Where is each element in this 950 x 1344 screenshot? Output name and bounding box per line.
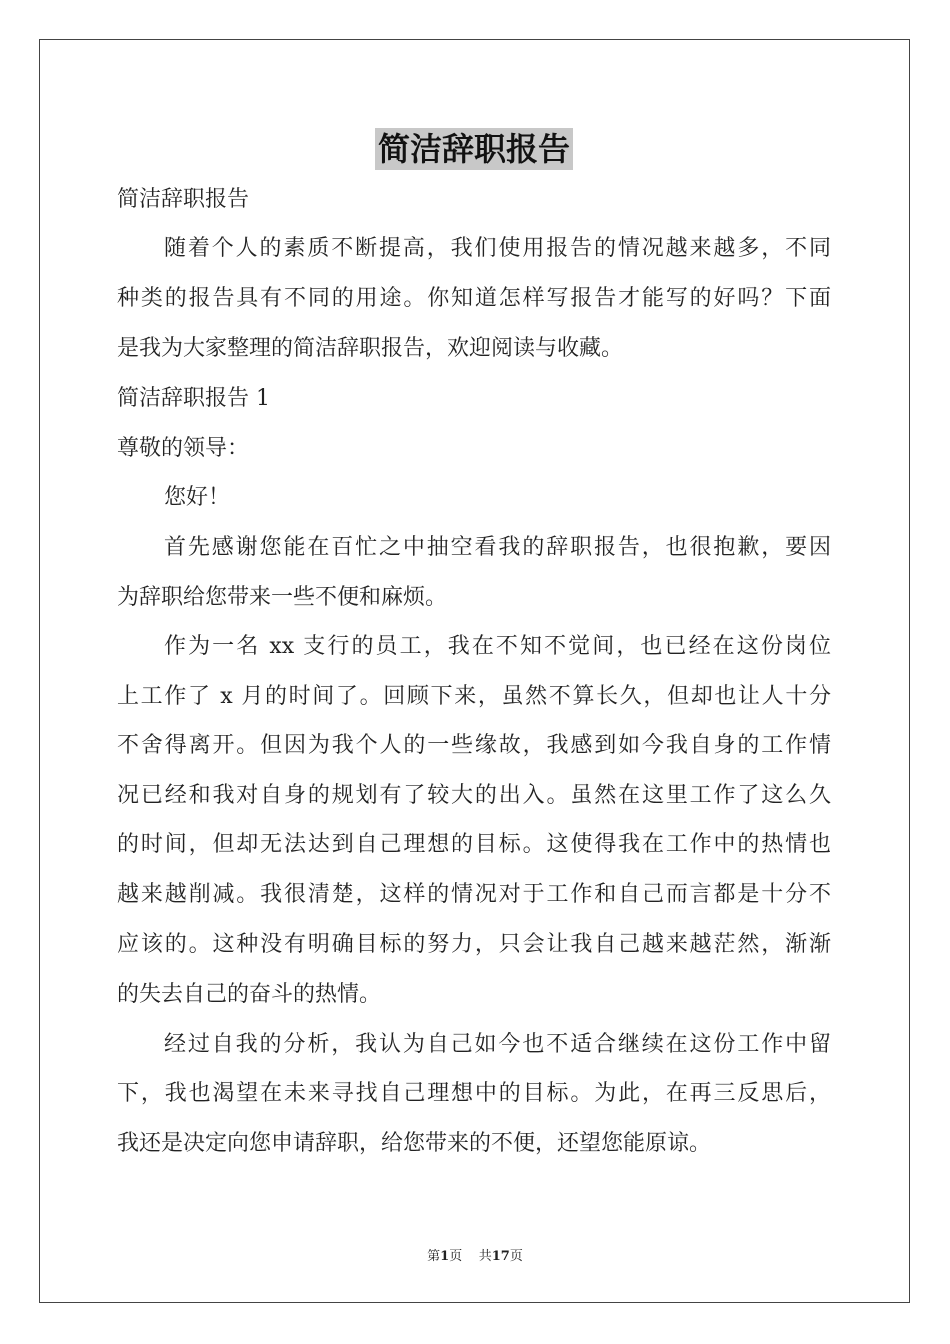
text-line: 我还是决定向您申请辞职，给您带来的不便，还望您能原谅。 [117, 1131, 712, 1156]
footer-total-prefix: 共 [478, 1249, 492, 1264]
text-line: 您好！ [164, 485, 231, 510]
text-line: 况已经和我对自身的规划有了较大的出入。虽然在这里工作了这么久 [117, 783, 831, 808]
text-line: 的时间，但却无法达到自己理想的目标。这使得我在工作中的热情也 [117, 832, 831, 857]
text-line: 作为一名 xx 支行的员工，我在不知不觉间，也已经在这份岗位 [164, 634, 831, 659]
footer-page-suffix: 页 [449, 1249, 463, 1264]
footer-page-number: 1 [440, 1249, 450, 1264]
text-line: 的失去自己的奋斗的热情。 [117, 982, 382, 1007]
text-line: 为辞职给您带来一些不便和麻烦。 [117, 585, 448, 610]
text-line: 首先感谢您能在百忙之中抽空看我的辞职报告，也很抱歉，要因 [164, 535, 831, 560]
title-container [117, 128, 831, 170]
text-line: 经过自我的分析，我认为自己如今也不适合继续在这份工作中留 [164, 1032, 831, 1057]
text-line: 不舍得离开。但因为我个人的一些缘故，我感到如今我自身的工作情 [117, 733, 831, 758]
text-line: 越来越削减。我很清楚，这样的情况对于工作和自己而言都是十分不 [117, 882, 831, 907]
text-line: 下，我也渴望在未来寻找自己理想中的目标。为此，在再三反思后， [117, 1081, 831, 1106]
text-line: 简洁辞职报告 [117, 187, 250, 212]
page-footer [0, 1245, 950, 1264]
text-line: 随着个人的素质不断提高，我们使用报告的情况越来越多，不同 [164, 236, 831, 261]
footer-total-suffix: 页 [509, 1249, 523, 1264]
text-line: 应该的。这种没有明确目标的努力，只会让我自己越来越茫然，渐渐 [117, 932, 831, 957]
text-line: 简洁辞职报告 1 [117, 386, 270, 411]
footer-total-number: 17 [491, 1249, 510, 1264]
text-line: 种类的报告具有不同的用途。你知道怎样写报告才能写的好吗？下面 [117, 286, 831, 311]
text-line: 是我为大家整理的简洁辞职报告，欢迎阅读与收藏。 [117, 336, 624, 361]
text-line: 上工作了 x 月的时间了。回顾下来，虽然不算长久，但却也让人十分 [117, 684, 831, 709]
footer-page-prefix: 第 [427, 1249, 441, 1264]
text-line: 尊敬的领导： [117, 436, 250, 461]
page-title: 简洁辞职报告 [375, 128, 573, 170]
